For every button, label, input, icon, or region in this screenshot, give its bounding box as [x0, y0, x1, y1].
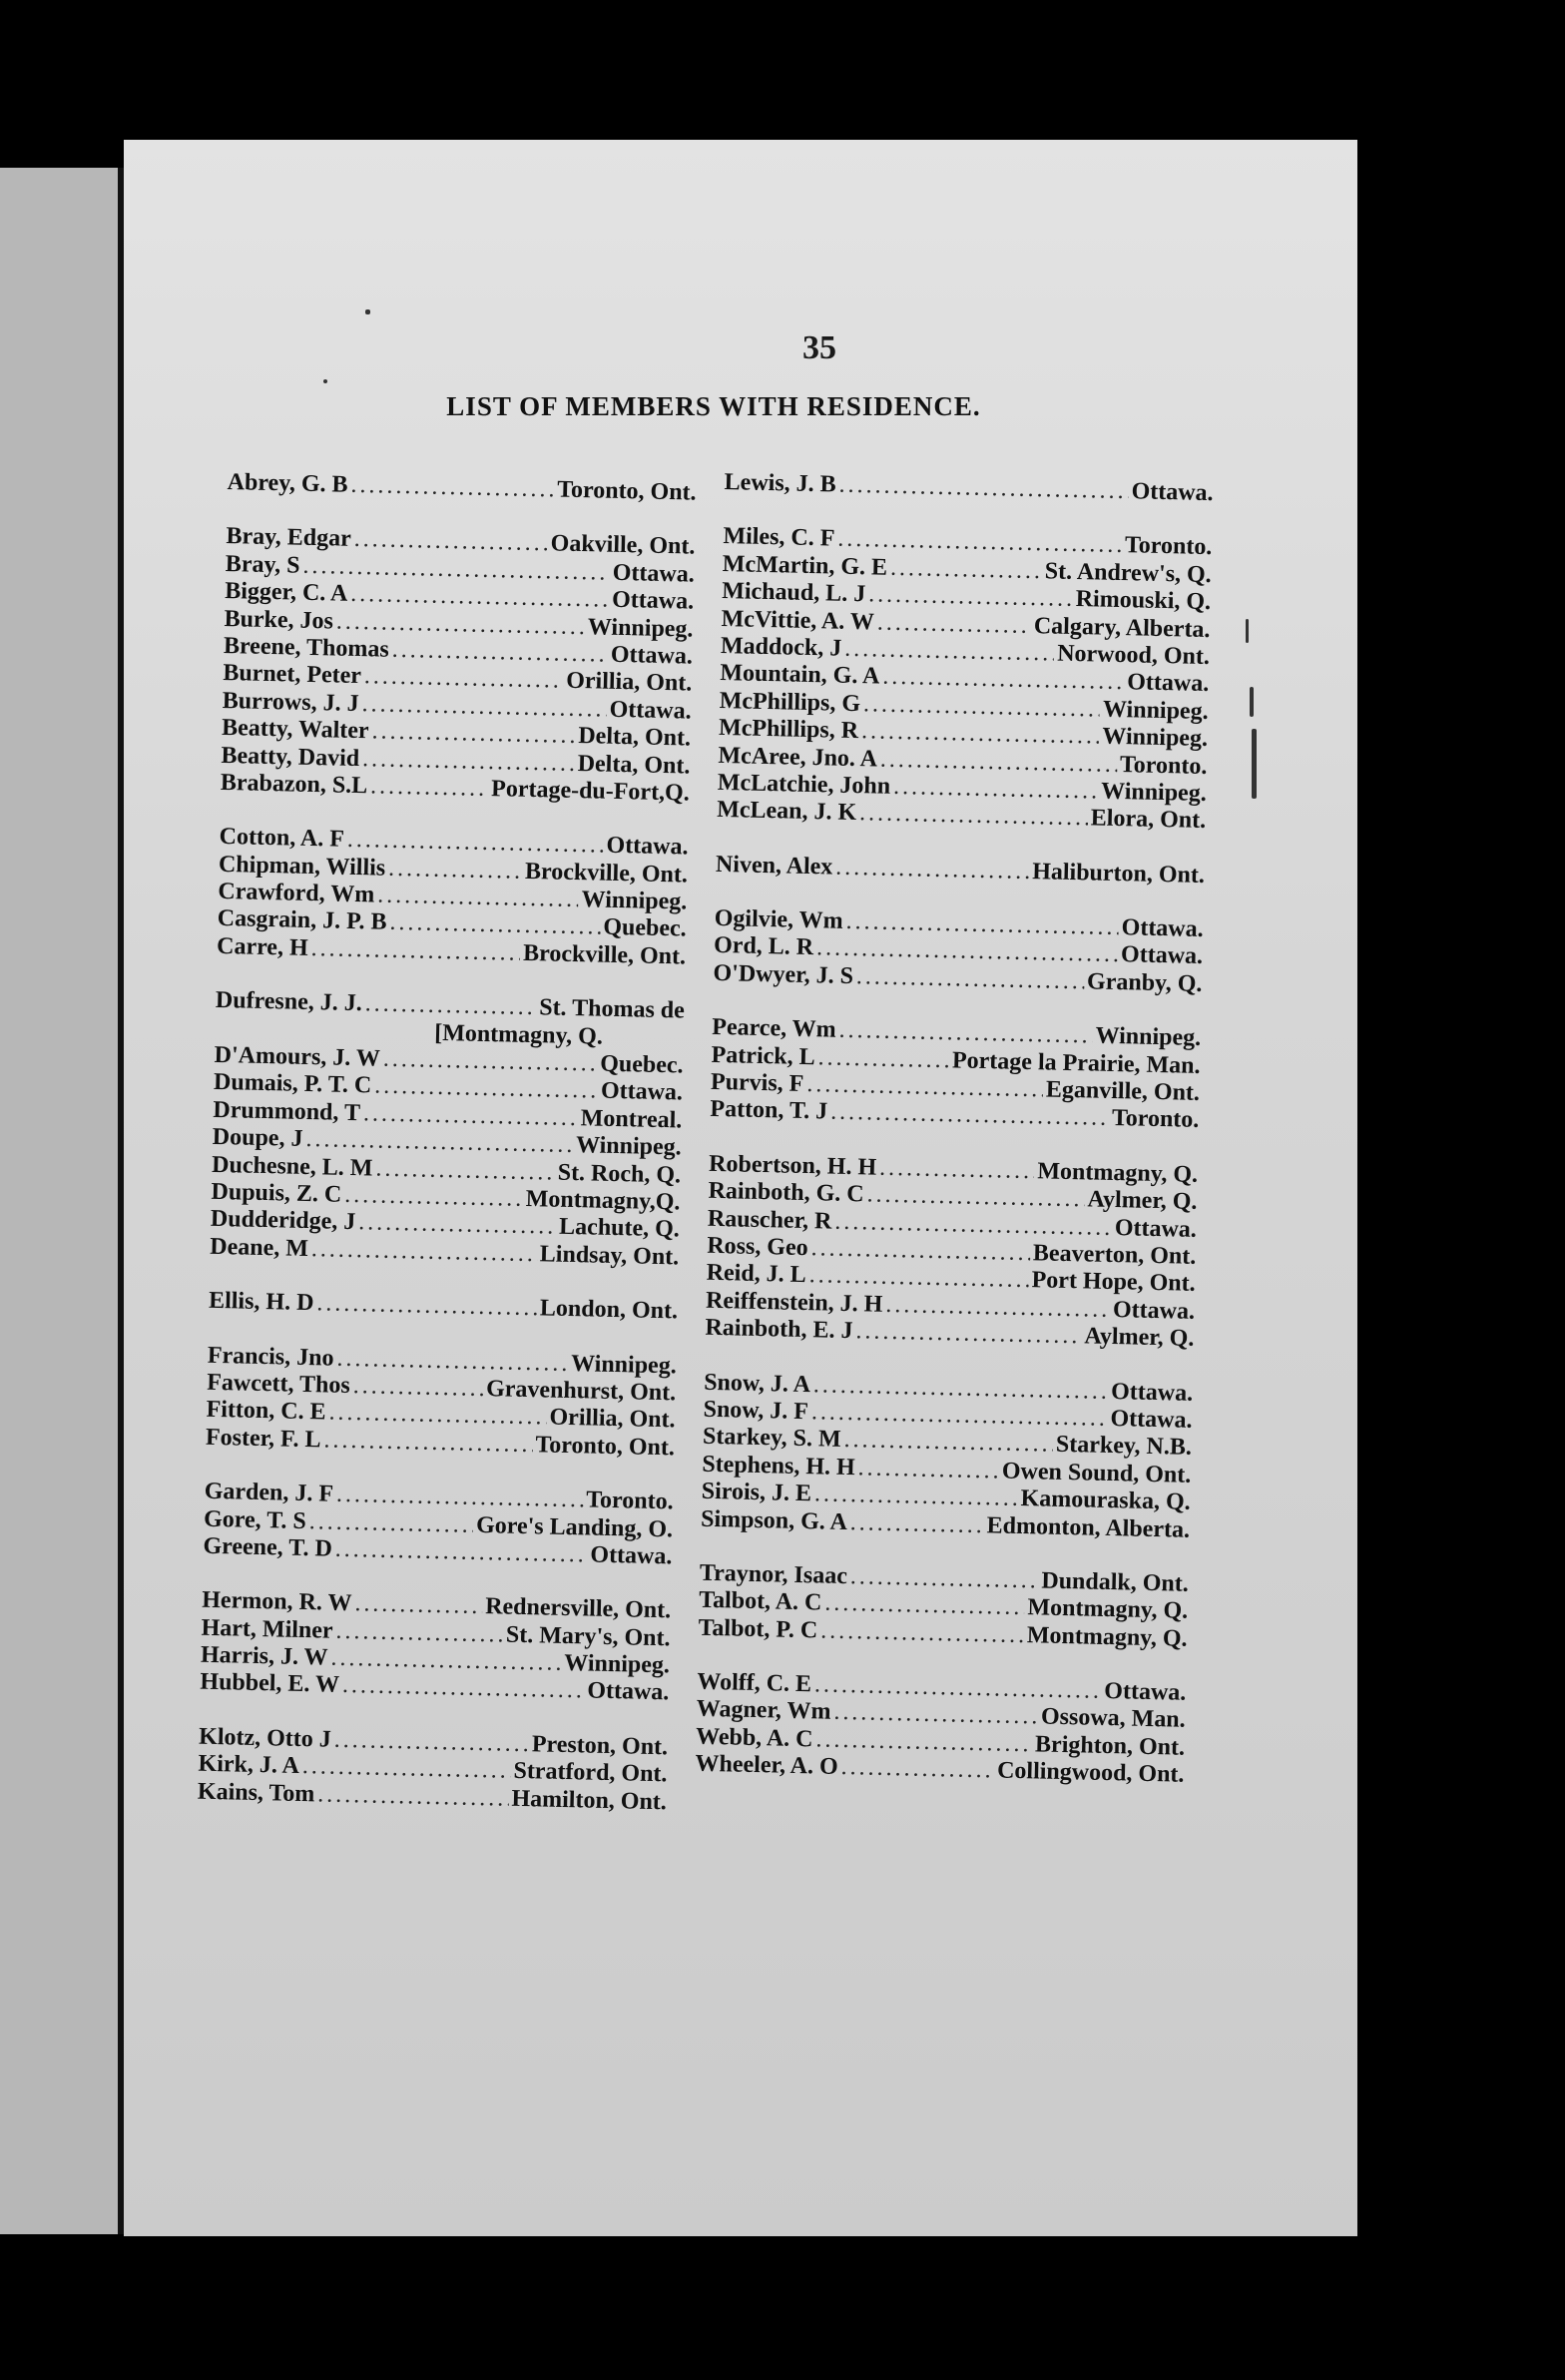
dot-leader: [824, 1590, 1025, 1622]
member-residence: Ottawa.: [1104, 1678, 1187, 1706]
member-residence: Quebec.: [603, 914, 687, 943]
member-name: Dumais, P. T. C: [213, 1069, 372, 1099]
member-residence: Winnipeg.: [575, 1132, 682, 1161]
member-name: Wheeler, A. O: [695, 1750, 838, 1781]
dot-leader: [856, 963, 1085, 995]
member-residence: Toronto, Ont.: [535, 1431, 676, 1462]
dot-leader: [308, 1508, 473, 1539]
member-residence: Winnipeg.: [587, 613, 694, 643]
member-residence: Winnipeg.: [1102, 696, 1209, 725]
member-name: Stephens, H. H: [702, 1451, 856, 1481]
member-residence: Aylmer, Q.: [1087, 1186, 1198, 1216]
member-name: D'Amours, J. W: [214, 1041, 381, 1072]
member-name: Duchesne, L. M: [211, 1151, 373, 1182]
dot-leader: [316, 1290, 537, 1322]
dot-leader: [840, 1754, 994, 1784]
member-residence: Norwood, Ont.: [1056, 640, 1211, 671]
member-residence: Lindsay, Ont.: [539, 1241, 680, 1271]
member-residence: St. Mary's, Ont.: [505, 1621, 671, 1652]
member-name: Cotton, A. F: [219, 824, 345, 854]
dot-leader: [350, 472, 554, 504]
member-residence: Montreal.: [580, 1105, 683, 1134]
member-residence: Stratford, Ont.: [513, 1758, 668, 1788]
dot-leader: [843, 1427, 1053, 1459]
member-residence: Rednersville, Ont.: [484, 1593, 672, 1624]
member-residence: Winnipeg.: [581, 887, 688, 915]
member-residence: Ottawa.: [609, 696, 692, 725]
member-residence: Portage-du-Fort,Q.: [490, 775, 691, 807]
member-name: Maddock, J: [720, 632, 842, 662]
dot-leader: [375, 1155, 555, 1186]
member-residence: Granby, Q.: [1086, 968, 1203, 997]
member-name: Simpson, G. A: [700, 1505, 848, 1535]
member-name: Hart, Milner: [201, 1614, 333, 1644]
member-residence: Winnipeg.: [570, 1350, 678, 1379]
dot-leader: [877, 609, 1032, 639]
member-residence: Quebec.: [599, 1050, 684, 1079]
member-name: Kains, Tom: [197, 1778, 315, 1807]
member-name: Talbot, P. C: [698, 1614, 818, 1644]
member-residence: Ottawa.: [611, 586, 695, 615]
member-residence: Lachute, Q.: [558, 1214, 681, 1243]
member-name: Talbot, A. C: [698, 1586, 822, 1616]
member-residence: Ottawa.: [1121, 914, 1204, 943]
paper-speck: [323, 379, 327, 383]
member-name: Reid, J. L: [706, 1260, 807, 1289]
page-title: LIST OF MEMBERS WITH RESIDENCE.: [446, 391, 981, 421]
dot-leader: [815, 1726, 1032, 1758]
member-residence: Montmagny, Q.: [1027, 1594, 1189, 1625]
member-name: Wagner, Wm: [696, 1696, 831, 1726]
paper-speck: [1252, 729, 1257, 799]
dot-leader: [317, 1781, 509, 1812]
dot-leader: [844, 636, 1055, 668]
member-name: Fawcett, Thos: [206, 1369, 351, 1399]
dot-leader: [323, 1427, 533, 1459]
member-residence: Calgary, Alberta.: [1033, 612, 1211, 643]
member-residence: Rimouski, Q.: [1075, 586, 1212, 616]
dot-leader: [857, 1455, 999, 1485]
dot-leader: [850, 1509, 985, 1539]
paper-speck: [365, 309, 370, 314]
dot-leader: [833, 1699, 1038, 1731]
member-residence: Gore's Landing, O.: [475, 1511, 674, 1542]
member-residence: Winnipeg.: [1102, 723, 1209, 753]
dot-leader: [342, 1672, 585, 1704]
dot-leader: [352, 1373, 483, 1403]
member-residence: Brockville, Ont.: [522, 939, 687, 970]
member-residence: Hamilton, Ont.: [511, 1785, 668, 1815]
member-residence: Winnipeg.: [1100, 778, 1208, 807]
dot-leader: [302, 1753, 511, 1785]
member-name: Bray, Edgar: [226, 523, 352, 553]
dot-leader: [364, 664, 564, 696]
dot-leader: [363, 1100, 578, 1132]
member-name: Harris, J. W: [200, 1641, 328, 1671]
member-residence: Collingwood, Ont.: [996, 1757, 1185, 1789]
dot-leader: [364, 991, 536, 1022]
member-residence: Delta, Ont.: [577, 750, 691, 780]
member-residence: London, Ont.: [539, 1295, 679, 1325]
dot-leader: [868, 581, 1073, 613]
member-residence: Beaverton, Ont.: [1032, 1240, 1197, 1270]
dot-leader: [389, 909, 600, 941]
dot-leader: [835, 854, 1030, 885]
members-column-left: [198, 469, 697, 1816]
member-name: Hubbel, E. W: [200, 1669, 340, 1699]
member-name: Bigger, C. A: [224, 578, 348, 607]
member-residence: Ottawa.: [606, 833, 689, 861]
dot-leader: [814, 1481, 1018, 1512]
member-name: O'Dwyer, J. S: [713, 959, 854, 989]
member-residence: Kamouraska, Q.: [1020, 1486, 1191, 1515]
dot-leader: [377, 883, 579, 914]
member-residence: Ottawa.: [612, 559, 696, 588]
dot-leader: [890, 555, 1042, 585]
member-name: Traynor, Isaac: [699, 1559, 848, 1589]
member-residence: Oakville, Ont.: [550, 530, 696, 561]
member-name: Rauscher, R: [707, 1205, 832, 1235]
member-name: Michaud, L. J: [721, 578, 866, 608]
member-name: Casgrain, J. P. B: [217, 905, 387, 936]
member-residence: St. Roch, Q.: [557, 1159, 682, 1189]
member-name: McPhillips, G: [719, 687, 861, 717]
member-name: Patton, T. J: [710, 1096, 828, 1125]
dot-leader: [333, 1727, 529, 1758]
previous-page-edge: [0, 168, 118, 2234]
member-residence: Dundalk, Ont.: [1041, 1567, 1190, 1597]
member-name: Lewis, J. B: [724, 469, 836, 498]
member-name: Starkey, S. M: [702, 1424, 841, 1454]
member-residence: Aylmer, Q.: [1084, 1323, 1195, 1353]
member-name: Robertson, H. H: [708, 1150, 877, 1181]
member-residence: Port Hope, Ont.: [1031, 1267, 1196, 1298]
member-residence: Brighton, Ont.: [1034, 1731, 1186, 1761]
dot-leader: [335, 1617, 503, 1648]
dot-leader: [859, 800, 1088, 832]
member-name: Klotz, Otto J: [198, 1723, 332, 1753]
member-name: Mountain, G. A: [720, 660, 880, 690]
dot-leader: [391, 637, 608, 669]
member-residence: Preston, Ont.: [531, 1731, 669, 1761]
member-residence: Ottawa.: [587, 1677, 670, 1706]
member-residence: Brockville, Ont.: [524, 858, 689, 889]
member-name: McAree, Jno. A: [718, 742, 878, 773]
member-residence: Delta, Ont.: [578, 723, 692, 752]
member-name: Brabazon, S.L: [220, 769, 368, 800]
member-residence: Ottawa.: [1120, 941, 1204, 970]
member-name: Beatty, David: [221, 742, 360, 772]
dot-leader: [850, 1563, 1039, 1594]
member-residence: Ottawa.: [1114, 1214, 1198, 1243]
member-name: Ross, Geo: [707, 1232, 808, 1262]
member-name: McLatchie, John: [717, 769, 891, 800]
member-name: Garden, J. F: [204, 1478, 334, 1507]
member-name: Wolff, C. E: [697, 1668, 812, 1698]
member-name: Ellis, H. D: [208, 1287, 314, 1317]
member-name: Reiffenstein, J. H: [705, 1287, 883, 1318]
member-name: Francis, Jno: [207, 1342, 334, 1372]
member-name: Rainboth, E. J: [705, 1314, 853, 1345]
member-name: Doupe, J: [212, 1124, 303, 1153]
page-number: 35: [802, 329, 836, 366]
member-residence: Ottawa.: [1110, 1378, 1194, 1407]
member-name: Drummond, T: [213, 1096, 361, 1126]
member-name: McLean, J. K: [716, 797, 857, 827]
member-residence: Elora, Ont.: [1090, 805, 1207, 835]
dot-leader: [820, 1617, 1024, 1649]
member-name: Patrick, L: [711, 1041, 815, 1070]
member-residence: Ottawa.: [1110, 1405, 1193, 1434]
member-name: Niven, Alex: [715, 851, 833, 881]
dot-leader: [310, 935, 520, 967]
paper-speck: [1250, 687, 1254, 717]
member-residence: Winnipeg.: [564, 1650, 671, 1679]
dot-leader: [893, 774, 1099, 806]
dot-leader: [358, 1210, 557, 1241]
member-residence: Toronto.: [1119, 751, 1208, 780]
member-residence: Toronto, Ont.: [556, 476, 697, 506]
member-name: McVittie, A. W: [721, 605, 875, 635]
member-name: Dudderidge, J: [210, 1206, 356, 1236]
member-residence: Ottawa.: [1131, 478, 1214, 507]
member-residence: Ottawa.: [1112, 1296, 1196, 1325]
dot-leader: [353, 526, 548, 557]
member-name: Ord, L. R: [713, 932, 814, 961]
member-name: McPhillips, R: [718, 715, 859, 745]
member-residence: Portage la Prairie, Man.: [951, 1046, 1201, 1079]
member-residence: Winnipeg.: [1095, 1022, 1202, 1052]
member-name: Carre, H: [216, 932, 308, 961]
member-name: Dupuis, Z. C: [211, 1178, 342, 1208]
dot-leader: [354, 1590, 482, 1620]
member-name: Ogilvie, Wm: [714, 904, 843, 934]
member-residence: Haliburton, Ont.: [1031, 858, 1206, 889]
member-residence: Toronto.: [1111, 1105, 1200, 1134]
members-column-right: [695, 469, 1214, 1789]
member-residence: Toronto.: [1124, 532, 1213, 561]
member-residence: St. Thomas de: [538, 994, 686, 1024]
member-residence: Starkey, N.B.: [1055, 1432, 1193, 1462]
member-name: Gore, T. S: [203, 1505, 307, 1534]
member-name: Sirois, J. E: [701, 1478, 812, 1507]
member-name: Burnet, Peter: [223, 660, 362, 690]
member-residence: Orillia, Ont.: [549, 1404, 676, 1434]
member-name: Crawford, Wm: [218, 878, 375, 908]
member-name: Abrey, G. B: [227, 469, 348, 498]
member-residence: Orillia, Ont.: [565, 668, 693, 697]
dot-leader: [817, 1044, 949, 1074]
member-residence: Ottawa.: [1126, 669, 1210, 698]
dot-leader: [344, 1182, 523, 1213]
member-name: Kirk, J. A: [198, 1750, 300, 1780]
member-name: McMartin, G. E: [722, 550, 888, 581]
member-name: Deane, M: [210, 1233, 309, 1262]
dot-leader: [362, 746, 575, 778]
member-name: Chipman, Willis: [218, 851, 386, 882]
member-name: Hermon, R. W: [201, 1586, 352, 1617]
member-name: Dufresne, J. J.: [215, 987, 363, 1017]
member-name: Foster, F. L: [205, 1424, 321, 1454]
member-name: Pearce, Wm: [712, 1014, 836, 1043]
member-residence: St. Andrew's, Q.: [1044, 558, 1213, 588]
member-residence: Toronto.: [585, 1487, 674, 1515]
member-residence: Ottawa.: [600, 1078, 684, 1106]
member-residence: Ottawa.: [610, 641, 694, 670]
member-name: Purvis, F: [710, 1068, 804, 1097]
member-residence: Montmagny, Q.: [1037, 1158, 1199, 1188]
paper-speck: [1246, 619, 1249, 643]
member-name: Burrows, J. J: [222, 687, 359, 717]
dot-leader: [311, 1236, 538, 1268]
member-residence: Owen Sound, Ont.: [1001, 1458, 1192, 1488]
member-name: Bray, S: [225, 550, 300, 579]
dot-leader: [879, 1155, 1035, 1186]
member-name: Webb, A. C: [695, 1723, 813, 1753]
member-name: Snow, J. A: [703, 1369, 811, 1398]
member-residence: Eganville, Ont.: [1045, 1076, 1201, 1106]
dot-leader: [383, 1046, 598, 1078]
member-name: Burke, Jos: [224, 605, 334, 635]
member-name: Miles, C. F: [723, 523, 835, 552]
member-name: Fitton, C. E: [206, 1397, 326, 1426]
member-residence: Gravenhurst, Ont.: [485, 1376, 677, 1407]
member-name: Rainboth, G. C: [708, 1178, 864, 1208]
member-name: Breene, Thomas: [223, 632, 390, 663]
member-residence: Montmagny, Q.: [1026, 1621, 1188, 1652]
member-residence: Ottawa.: [590, 1541, 673, 1570]
member-name: Snow, J. F: [703, 1396, 809, 1426]
dot-leader: [855, 1318, 1082, 1350]
dot-leader: [371, 718, 575, 750]
dot-leader: [370, 773, 489, 803]
member-residence: Montmagny,Q.: [525, 1185, 681, 1216]
member-residence: Ossowa, Man.: [1040, 1703, 1186, 1734]
member-residence: Edmonton, Alberta.: [986, 1511, 1191, 1543]
dot-leader: [388, 855, 522, 885]
member-residence: [Montmagny, Q.: [433, 1019, 604, 1050]
dot-leader: [334, 1536, 587, 1569]
member-name: Greene, T. D: [203, 1532, 333, 1562]
member-name: Beatty, Walter: [221, 715, 369, 745]
